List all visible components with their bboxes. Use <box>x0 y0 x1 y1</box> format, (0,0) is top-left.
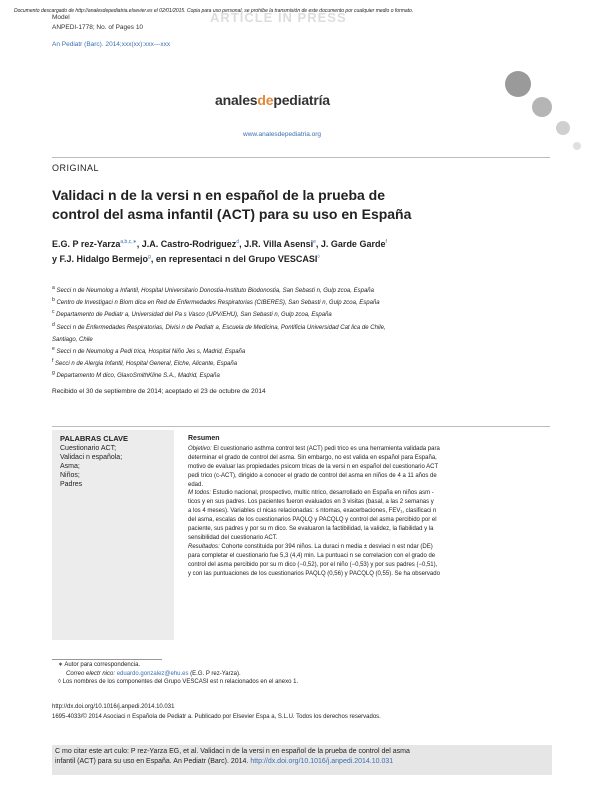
keyword-item: Padres <box>60 481 83 488</box>
decor-circle-small <box>556 121 570 135</box>
section-label: ORIGINAL <box>52 163 100 173</box>
author-line-2: y F.J. Hidalgo Bermejo$^g$, en representaci n del Grupo VESCASI◊ <box>52 254 320 264</box>
logo-part-anales: anales <box>215 92 258 108</box>
resumen-line: para completar el cuestionario fue 5,3 (4,4) min. La puntuaci n se correlacion con el grado de <box>188 552 436 559</box>
journal-website-link[interactable]: www.analesdepediatria.org <box>243 131 322 138</box>
resumen-heading: Resumen <box>188 435 220 442</box>
model-label: Model <box>52 14 70 21</box>
resumen-line: Resultados: Cohorte constituida por 394 niños. La duraci n media ± desviaci n est ndar (DE) <box>188 543 433 550</box>
affiliation-item: $^a$ Secci n de Neumolog a Infantil, Hospital Universitario Donostia-Instituto Biodonostia, San Sebasti n, Gulp zcoa, España <box>52 285 374 294</box>
copyright-line: 1695-4033/© 2014 Asociaci n Española de Pediatr a. Publicado por Elsevier Espa a, S.L.U. Todos los derechos reservados. <box>52 714 381 720</box>
keyword-item: Cuestionario ACT; <box>60 445 117 452</box>
title-line-2: control del asma infantil (ACT) para su uso en España <box>52 206 412 222</box>
email-note: Correo electr nico: eduardo.gonzalez@ehu.es (E.G. P rez-Yarza). <box>66 670 241 677</box>
abstract-top-divider <box>52 426 550 427</box>
article-title <box>52 186 552 224</box>
affiliation-item: $^g$ Departamento M dico, GlaxoSmithKline S.A., Madrid, España <box>52 370 220 380</box>
resumen-line: ticos y en sus padres. Los pacientes fueron evaluados en 3 visitas (basal, a las 2 semanas y <box>188 499 434 506</box>
keyword-item: Niños; <box>60 472 80 479</box>
header-divider <box>52 157 550 158</box>
download-note: Documento descargado de http://analesdepediatria.elsevier.es el 02/01/2015. Copia para uso personal, se prohíbe la transmisión de este documento por cualquier medio o formato. <box>14 8 414 14</box>
affiliations-list <box>52 284 552 382</box>
footnote-divider <box>52 659 162 660</box>
decor-circle-large <box>505 71 531 97</box>
resumen-line: y con las puntuaciones de los cuestionarios PAQLQ (0,56) y PACQLQ (0,55). Se ha observado <box>188 570 440 577</box>
decorative-circles-graphic <box>415 52 600 167</box>
author-line-1: E.G. P rez-Yarza$^{a,b,c,∗}$, J.A. Castro-Rodriguez$^d$, J.R. Villa Asensi$^e$, J. Garde Garde$^f$ <box>52 239 387 249</box>
citation-doi-link[interactable]: http://dx.doi.org/10.1016/j.anpedi.2014.10.031 <box>250 758 394 765</box>
resumen-line: motivo de evaluar las propiedades psicom tricas de la versi n en español del cuestionario ACT <box>188 463 439 470</box>
resumen-line: control del asma percibido por su m dico (−0,52), por el niño (−0,53) y por sus padres (−0,51), <box>188 561 438 568</box>
resumen-line: sensibilidad del cuestionario ACT. <box>188 534 278 541</box>
affiliation-item: $^f$ Secci n de Alergia Infantil, Hospital General, Elche, Alicante, España <box>52 358 238 368</box>
journal-logo <box>215 92 330 108</box>
resumen-block <box>188 435 550 579</box>
footnotes <box>58 661 548 687</box>
citation-box <box>52 745 552 775</box>
affiliation-item: $^b$ Centro de Investigaci n Biom dica en Red de Enfermedades Respiratorias (CIBERES), San Sebasti n, Gulp zcoa, España <box>52 297 380 307</box>
citation-line-1: C mo citar este art culo: P rez-Yarza EG, et al. Validaci n de la versi n en español de la prueba de control del asma <box>55 748 410 755</box>
resumen-line: del asma, escalas de los cuestionarios PAQLQ y PACQLQ y control del asma percibido por el <box>188 517 437 524</box>
doi-link[interactable]: http://dx.doi.org/10.1016/j.anpedi.2014.10.031 <box>52 704 175 710</box>
resumen-line: M todos: Estudio nacional, prospectivo, multic ntrico, desarrollado en España en niños asm - <box>188 490 434 497</box>
resumen-line: Objetivo: El cuestionario asthma control test (ACT) pedi trico es una herramienta validada para <box>188 445 440 452</box>
manuscript-id: ANPEDI-1778; No. of Pages 10 <box>52 24 144 31</box>
article-in-press-banner: ARTICLE IN PRESS <box>210 10 347 25</box>
affiliation-item: $^e$ Secci n de Neumolog a Pedi trica, Hospital Niño Jes s, Madrid, España <box>52 346 246 356</box>
email-link[interactable]: eduardo.gonzalez@ehu.es <box>116 670 189 677</box>
logo-part-de: de <box>257 92 274 108</box>
resumen-line: pedi trico (c-ACT), dirigido a conocer el grado de control del asma en niños de 4 a 11 años de <box>188 472 437 479</box>
keyword-item: Validaci n española; <box>60 454 123 461</box>
group-note: ◊ Los nombres de los componentes del Grupo VESCASI est n relacionados en el anexo 1. <box>58 679 299 685</box>
logo-part-pediatria: pediatría <box>273 92 330 108</box>
affiliation-item: $^c$ Departamento de Pediatr a, Universidad del Pa s Vasco (UPV/EHU), San Sebasti n, Gulp zcoa, España <box>52 309 332 319</box>
resumen-line: determinar el grado de control del asma. Sin embargo, no est valida en español para España, <box>188 454 437 461</box>
resumen-line: paciente, sus padres y por su m dico. Se evaluaron la factibilidad, la validez, la fiabilidad y la <box>188 526 434 533</box>
affiliation-item: Santiago, Chile <box>52 336 93 343</box>
author-list <box>52 236 562 266</box>
corresponding-author-note: ∗ Autor para correspondencia. <box>58 662 141 668</box>
keywords-heading: PALABRAS CLAVE <box>60 434 129 443</box>
decor-circle-tiny <box>573 142 581 150</box>
resumen-line: edad. <box>188 481 204 488</box>
keywords-list <box>52 443 174 489</box>
keyword-item: Asma; <box>60 463 80 470</box>
affiliation-item: $^d$ Secci n de Enfermedades Respiratorias, Divisi n de Pediatr a, Escuela de Medicina, Pontificia Universidad Cat lica de Chile, <box>52 321 386 331</box>
journal-reference: An Pediatr (Barc). 2014;xxx(xx):xxx---xxx <box>52 41 171 48</box>
citation-line-2: infantil (ACT) para su uso en España. An Pediatr (Barc). 2014. http://dx.doi.org/10.1016/j.anpedi.2014.10.031 <box>55 758 394 765</box>
title-line-1: Validaci n de la versi n en español de la prueba de <box>52 187 386 203</box>
decor-circle-medium <box>532 97 552 117</box>
resumen-line: a los 4 meses). Variables cl nicas relacionadas: s ntomas, exacerbaciones, FEV₁, clasificaci n <box>188 508 437 515</box>
keywords-box <box>52 430 174 640</box>
received-dates: Recibido el 30 de septiembre de 2014; aceptado el 23 de octubre de 2014 <box>52 388 266 395</box>
